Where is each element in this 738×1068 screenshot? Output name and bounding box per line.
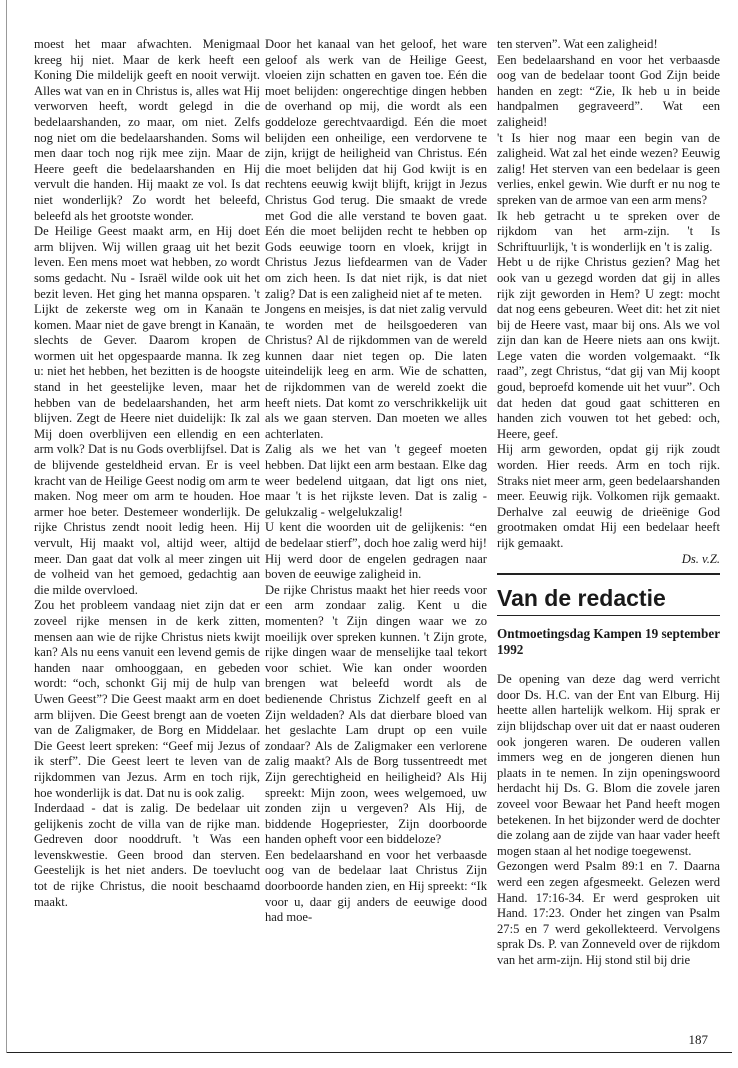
left-edge-line	[6, 0, 7, 1053]
paragraph: Zou het probleem vandaag niet zijn dat er zoveel rijke mensen in de kerk zitten, mensen aan wie de rijke Christus niets kwijt kan? Als nu eens vanuit een levend gemis de handen naar omhooggaan, en gebeden wordt: “och, schonkt Gij mij de hulp van Uwen Geest”? Die Geest maakt arm en doet arm blijven. Die Geest brengt aan de voeten van de Zaligmaker, de Borg en Middelaar. Die Geest leert spreken: “Geef mij Jezus of ik sterf”. Die Geest leert te leven van de rijkdommen van Jezus. Arm en toch rijk, hoe wonderlijk is dat. Dat nu is ook zalig.	[34, 598, 260, 800]
paragraph: Hij arm geworden, opdat gij rijk zoudt worden. Hier reeds. Arm en toch rijk. Straks niet meer arm, geen bedelaarshanden meer. Eeuwig rijk. Volkomen rijk gemaakt. Derhalve zal eeuwig de drieënige God grootmaken omdat Hij een bedelaar heeft rijk gemaakt.	[497, 442, 720, 550]
paragraph: ten sterven”. Wat een zaligheid!	[497, 37, 658, 51]
paragraph: Een bedelaarshand en voor het verbaasde oog van de bedelaar laat Christus Zijn doorboorde handen zien, en Hij spreekt: “Ik voor u, daar gij anders de eeuwige dood had moe-	[265, 847, 487, 925]
paragraph: Een bedelaarshand en voor het verbaasde oog van de bedelaar toont God Zijn beide handen en zegt: “Zie, Ik heb u in beide handpalmen gegraveerd”. Wat een zaligheid!	[497, 52, 720, 129]
author-signature: Ds. v.Z.	[681, 551, 720, 566]
paragraph: Zalig als we het van 't gegeef moeten hebben. Dat lijkt een arm bestaan. Elke dag weer bedelend uitgaan, dat ligt ons niet, maar 't is het rijkste leven. Dat is zalig - gelukzalig - welgelukzalig!	[265, 442, 487, 519]
paragraph: De opening van deze dag werd verricht door Ds. H.C. van der Ent van Elburg. Hij heette allen hartelijk welkom. Hij sprak er zijn blijdschap over uit dat er naast ouderen ook jongeren waren. De ouderen vallen immers weg en de jongeren dienen hun plaats in te nemen. In zijn openingswoord herdacht hij Ds. G. Blom die zovele jaren zoveel voor Bewaar het Pand heeft mogen betekenen. In het bijzonder werd de dochter die zolang aan de zijde van haar vader heeft mogen staan al het nodige toegewenst.	[497, 672, 720, 858]
paragraph: Gezongen werd Psalm 89:1 en 7. Daarna werd een zegen afgesmeekt. Gelezen werd Hand. 17:16-34. Er werd gesproken uit Hand. 17:23. Onder het zingen van Psalm 27:5 en 7 werd gekollekteerd. Vervolgens sprak Ds. P. van Zonneveld over de rijkdom van het arm-zijn. Hij stond stil bij drie	[497, 859, 720, 967]
page-number: 187	[688, 1032, 708, 1047]
paragraph: Jongens en meisjes, is dat niet zalig vervuld te worden met de heilsgoederen van Christus? Al de rijkdommen van de wereld kunnen daar niet tegen op. Die laten uiteindelijk leeg en arm. Wie de schatten, de rijkdommen van de wereld zoekt die heeft niets. Dat komt zo verschrikkelijk uit als we gaan sterven. Dan moeten we alles achterlaten.	[265, 302, 487, 441]
paragraph: Inderdaad - dat is zalig. De bedelaar uit gelijkenis zocht de villa van de rijke man. Gedreven door nooddruft. 't Was een levenskwestie. Geen brood dan sterven. Geestelijk is het niet anders. De toevlucht tot de rijke Christus, die nooit beschaamd maakt.	[34, 801, 260, 909]
paragraph: 't Is hier nog maar een begin van de zaligheid. Wat zal het einde wezen? Eeuwig zalig! Het sterven van een bedelaar is geen verlies, enkel gewin. Wie durft er nu nog te spreken van de armoe van een arm mens?	[497, 130, 720, 207]
column-right	[497, 37, 720, 968]
paragraph: Hebt u de rijke Christus gezien? Mag het ook van u gezegd worden dat gij in alles rijk zijt geworden in Hem? U zegt: mocht dat nog eens gebeuren. Weet dit: het zit niet bij de Heere vast, maar bij ons. Als we vol zijn dan kan de Heere niets aan ons kwijt. Lege vaten die worden volgemaakt. “Ik raad”, zegt Christus, “dat gij van Mij koopt goud, beproefd komende uit het vuur”. Och dat heden dat goud gaat schitteren en handen zich vouwen tot het gebed: och, Heere, geef.	[497, 255, 720, 441]
paragraph: De Heilige Geest maakt arm, en Hij doet arm blijven. Wij willen graag uit het bezit leven. Een mens moet wat hebben, zo wordt soms gedacht. Nu - Israël wilde ook uit het bezit leven. Het ging het manna opsparen. 't Lijkt de zekerste weg om in Kanaän te komen. Maar niet de gave brengt in Kanaän, slechts de Gever. Daarom kropen de wormen uit het opgespaarde manna. Ik zeg u: niet het hebben, het bezitten is de hoogste stand in het geestelijke leven, maar het hebben van de bedelaarshanden, het arm blijven. Zegt de Heere niet duidelijk: Ik zal Mij doen overblijven een ellendig en een arm volk? Dat is nu Gods overblijfsel. Dat is de blijvende gesteldheid ervan. Er is veel kracht van de Heilige Geest nodig om arm te maken. Nog meer om arm te houden. Hoe armer hoe beter. Destemeer wonderlijk. De rijke Christus zendt nooit ledig heen. Hij vervult, Hij maakt vol, altijd weer, altijd meer. Dan gaat dat volk al meer zingen uit de volheid van het gemoed, gedachtig aan die milde overvloed.	[34, 224, 260, 597]
heading-underline	[497, 615, 720, 616]
article-subheading: Ontmoetingsdag Kampen 19 september 1992	[497, 626, 720, 658]
paragraph: Ik heb getracht u te spreken over de rijkdom van het arm-zijn. 't Is Schriftuurlijk, 't is wonderlijk en 't is zalig.	[497, 208, 720, 254]
paragraph: moest het maar afwachten. Menigmaal kreeg hij niet. Maar de kerk heeft een Koning Die mildelijk geeft en nooit verwijt. Alles wat van en in Christus is, alles wat Hij verworven heeft, wordt gelegd in die bedelaarshanden, zo maar, om niet. Zelfs nog niet om die bedelaarshanden. Soms wil men daar toch nog rijk mee zijn. Maar de Heere geeft die bedelaarshanden en Hij vervult die handen. Hij maakt ze vol. Is dat niet wonderlijk? Zo wordt het beleefd, beleefd als het grootste wonder.	[34, 37, 260, 223]
column-left	[34, 37, 260, 910]
paragraph: Door het kanaal van het geloof, het ware geloof als werk van de Heilige Geest, vloeien zijn schatten en gaven toe. Eén die moet belijden: ongerechtige dingen hebben de overhand op mij, die wordt als een goddeloze gerechtvaardigd. Eén die moet belijden een onheilige, een verdorvene te zijn, krijgt de heiligheid van Christus. Eén die moet belijden dat hij God kwijt is en rechtens eeuwig kwijt blijft, krijgt in Jezus Christus God terug. Die smaakt de vrede met God die alle verstand te boven gaat. Eén die moet belijden recht te hebben op Gods eeuwige toorn en vloek, krijgt in Christus Jezus liefdearmen van de Vader om zich heen. Is dat niet rijk, is dat niet zalig? Dat is een zaligheid niet af te meten.	[265, 37, 487, 301]
paragraph: U kent die woorden uit de gelijkenis: “en de bedelaar stierf”, doch hoe zalig werd hij! Hij werd door de engelen gedragen naar boven de eeuwige zaligheid in.	[265, 520, 487, 582]
spacer	[497, 658, 720, 672]
column-middle	[265, 37, 487, 926]
paragraph: De rijke Christus maakt het hier reeds voor een arm zondaar zalig. Kent u die momenten? 't Zijn dingen waar we zo moeilijk over spreken kunnen. 't Zijn grote, rijke dingen waar de menselijke taal tekort voor schiet. Wie kan onder woorden brengen wat beleefd wordt als de bedienende Christus Zichzelf geeft en al Zijn weldaden? Als dat dierbare bloed van het geslachte Lam drupt op een vuile zondaar? Als de Zaligmaker een verlorene zalig maakt? Als de Borg tussentreedt met Zijn gerechtigheid en heiligheid? Als Hij spreekt: Mijn zoon, wees welgemoed, uw zonden zijn u vergeven? Als Hij, de biddende Hogepriester, Zijn doorboorde handen opheft voor een biddeloze?	[265, 582, 487, 847]
bottom-rule	[6, 1052, 732, 1053]
section-divider	[497, 573, 720, 575]
section-title: Van de redactie	[497, 585, 666, 612]
